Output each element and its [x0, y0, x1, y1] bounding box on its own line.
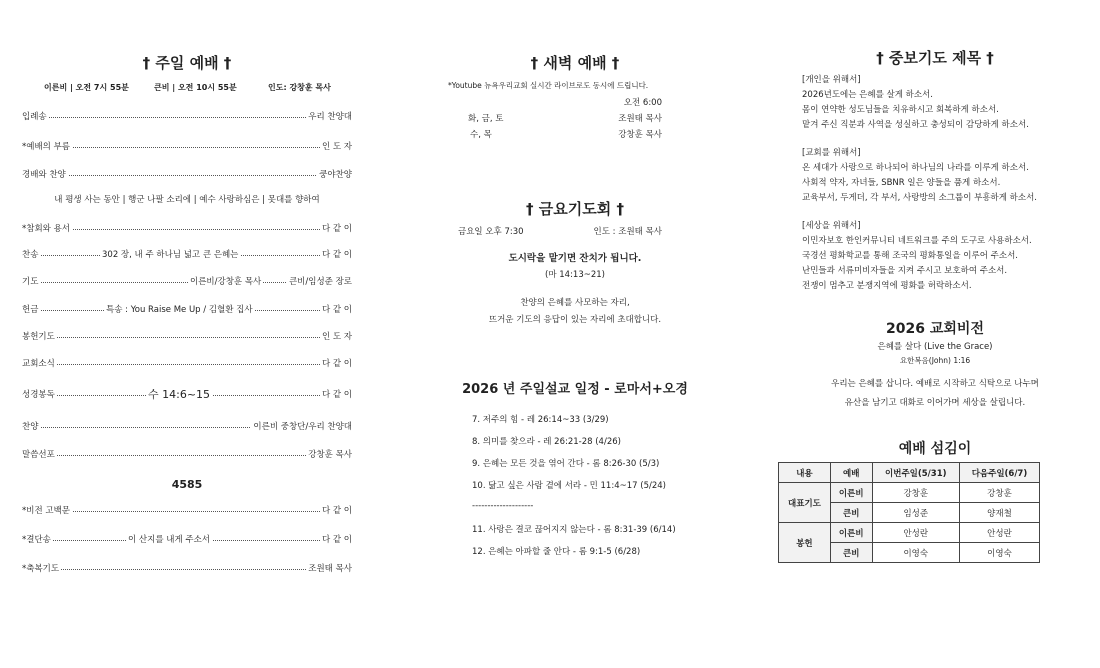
order-item — [22, 222, 352, 234]
order-item — [22, 533, 352, 545]
serve-cell: 안성란 — [872, 523, 959, 543]
leader-dots — [22, 455, 352, 456]
order-item-detail: 수 14:6~15 — [148, 388, 211, 401]
order-item — [22, 140, 352, 152]
order-item — [22, 303, 352, 315]
vision-ref: 요한복음(John) 1:16 — [899, 356, 971, 365]
prayer-group-head: [세상을 위해서] — [802, 221, 861, 231]
serve-header: 이번주일(5/31) — [872, 463, 959, 483]
prayer-line: 교육부서, 두게더, 각 부서, 사랑방의 소그룹이 부흥하게 하소서. — [802, 193, 1037, 203]
order-center-line — [22, 193, 352, 205]
serve-header: 예배 — [830, 463, 872, 483]
serve-header: 다음주일(6/7) — [959, 463, 1039, 483]
order-item — [22, 388, 352, 400]
friday-invite-1: 찬양의 은혜를 사모하는 자리, — [520, 298, 630, 308]
order-item-label: 찬송 — [22, 250, 39, 260]
prayer-line: 사회적 약자, 자녀들, SBNR 일은 양들을 품게 하소서. — [802, 178, 1001, 188]
vision-line-2: 유산을 남기고 대화로 이어가며 세상을 살립니다. — [844, 398, 1026, 408]
order-item-label: *참회와 용서 — [22, 224, 71, 234]
middle-column — [440, 0, 710, 668]
order-item-leader: 쿵야찬양 — [319, 170, 352, 180]
order-item-label: *비전 고백문 — [22, 506, 71, 516]
order-item — [22, 420, 352, 432]
sermon-title: 2026 년 주일설교 일정 - 로마서+오경 — [462, 382, 688, 397]
serve-cell: 이영숙 — [872, 543, 959, 563]
prayer-line: 온 세대가 사랑으로 하나되어 하나님의 나라를 이루게 하소서. — [802, 163, 1029, 173]
friday-title: † 금요기도회 † — [526, 200, 624, 218]
serve-cell: 양재철 — [959, 503, 1039, 523]
order-item — [22, 504, 352, 516]
friday-leader: 인도 : 조원태 목사 — [593, 227, 662, 237]
prayer-line: 전쟁이 멈추고 분쟁지역에 평화를 허락하소서. — [802, 281, 972, 291]
sunday-info-early: 이른비 | 오전 7시 55분 — [44, 83, 129, 92]
sermon-item: 9. 은혜는 모든 것을 엮어 간다 - 롬 8:26-30 (5/3) — [472, 459, 660, 469]
prayer-title: † 중보기도 제목 † — [876, 49, 994, 67]
order-item-leader: 강창훈 목사 — [308, 450, 352, 460]
order-item — [22, 168, 352, 180]
sunday-info-leader: 인도: 강창훈 목사 — [268, 83, 331, 92]
order-item-label: 봉헌기도 — [22, 332, 55, 342]
order-item-label: 교회소식 — [22, 359, 55, 369]
order-item — [22, 110, 352, 122]
order-item-leader: 우리 찬양대 — [308, 112, 352, 122]
prayer-line: 몸이 연약한 성도님들을 치유하시고 회복하게 하소서. — [802, 105, 999, 115]
order-item-label: *축복기도 — [22, 564, 60, 574]
order-item-label: 기도 — [22, 277, 39, 287]
order-item-leader: 다 같 이 — [321, 224, 352, 234]
serve-cell: 안성란 — [959, 523, 1039, 543]
serve-cell: 강창훈 — [959, 483, 1039, 503]
vision-line-1: 우리는 은혜를 삽니다. 예배로 시작하고 식탁으로 나누며 — [831, 379, 1039, 389]
order-item-leader: 다 같 이 — [321, 250, 352, 260]
serve-title: 예배 섬김이 — [898, 441, 972, 457]
serve-table — [778, 462, 1040, 563]
order-item — [22, 275, 352, 287]
order-item-leader: 다 같 이 — [321, 305, 352, 315]
dawn-leader-2: 강창훈 목사 — [618, 130, 662, 140]
dawn-title: † 새벽 예배 † — [530, 54, 620, 72]
leader-dots — [22, 117, 352, 118]
order-item-leader: 인 도 자 — [321, 332, 352, 342]
order-item-leader: 다 같 이 — [321, 506, 352, 516]
dawn-leader-1: 조원태 목사 — [618, 114, 662, 124]
prayer-line: 이민자보호 한인커뮤니티 네트워크를 주의 도구로 사용하소서. — [802, 236, 1032, 246]
right-column — [790, 0, 1080, 668]
friday-invite-2: 뜨거운 기도의 응답이 있는 자리에 초대합니다. — [488, 315, 662, 325]
serve-service: 큰비 — [830, 543, 872, 563]
order-center-text: 내 평생 사는 동안 | 행군 나팔 소리에 | 예수 사랑하심은 | 못대를 향하여 — [54, 195, 320, 205]
sermon-item: 10. 닮고 싶은 사람 곁에 서라 - 민 11:4~17 (5/24) — [472, 481, 666, 491]
prayer-line: 난민들과 서류미비자들을 지켜 주시고 보호하여 주소서. — [802, 266, 1008, 276]
sermon-item: 11. 사랑은 결코 끊어지지 않는다 - 롬 8:31-39 (6/14) — [472, 525, 676, 535]
serve-header: 내용 — [779, 463, 831, 483]
leader-dots — [22, 569, 352, 570]
dawn-note: *Youtube 뉴욕우리교회 실시간 라이브로도 동시에 드립니다. — [448, 81, 649, 90]
leader-dots — [22, 364, 352, 365]
order-item-leader: 인 도 자 — [321, 142, 352, 152]
serve-service: 이른비 — [830, 523, 872, 543]
sermon-item: 7. 저주의 힘 - 레 26:14~33 (3/29) — [472, 415, 609, 425]
vision-title: 2026 교회비전 — [886, 321, 984, 337]
order-item-label: *예배의 부름 — [22, 142, 71, 152]
dawn-day-1: 화, 금, 토 — [468, 114, 504, 124]
serve-cell: 이영숙 — [959, 543, 1039, 563]
leader-dots — [22, 175, 352, 176]
order-item — [22, 448, 352, 460]
order-item — [22, 562, 352, 574]
order-center-text: 4585 — [171, 478, 203, 491]
order-item-detail: 이 산지를 내게 주소서 — [128, 535, 211, 545]
order-item-detail: 특송 : You Raise Me Up / 김혈환 집사 — [106, 305, 253, 315]
dawn-day-2: 수, 목 — [470, 130, 492, 140]
order-item — [22, 248, 352, 260]
vision-sub: 은혜를 살다 (Live the Grace) — [877, 342, 993, 352]
prayer-line: 맡겨 주신 직분과 사역을 성실하고 충성되이 감당하게 하소서. — [802, 120, 1029, 130]
serve-cell: 강창훈 — [872, 483, 959, 503]
order-item-leader: 조원태 목사 — [308, 564, 352, 574]
sunday-info-main: 큰비 | 오전 10시 55분 — [154, 83, 237, 92]
sermon-divider: -------------------- — [472, 501, 534, 511]
dawn-time: 오전 6:00 — [623, 98, 662, 108]
friday-ref: (마 14:13~21) — [545, 270, 605, 280]
order-item-detail: 302 장, 내 주 하나님 넓고 큰 은혜는 — [102, 250, 239, 260]
prayer-group-head: [개인을 위해서] — [802, 75, 861, 85]
leader-dots — [22, 337, 352, 338]
serve-service: 이른비 — [830, 483, 872, 503]
sermon-item: 12. 은혜는 아파할 줄 안다 - 롬 9:1-5 (6/28) — [472, 547, 641, 557]
prayer-group-head: [교회를 위해서] — [802, 148, 861, 158]
friday-time: 금요일 오후 7:30 — [458, 227, 524, 237]
order-item — [22, 330, 352, 342]
serve-service: 큰비 — [830, 503, 872, 523]
order-item — [22, 357, 352, 369]
prayer-line: 2026년도에는 은혜를 살게 하소서. — [802, 90, 933, 100]
order-item-leader: 다 같 이 — [321, 535, 352, 545]
order-item-label: 성경봉독 — [22, 390, 55, 400]
serve-group: 대표기도 — [779, 483, 831, 523]
order-item-leader: 이른비 중창단/우리 찬양대 — [253, 422, 352, 432]
order-item-label: 말씀선포 — [22, 450, 55, 460]
order-item-label: 찬양 — [22, 422, 39, 432]
sermon-item: 8. 의미를 찾으라 - 레 26:21-28 (4/26) — [472, 437, 621, 447]
order-item-leader: 다 같 이 — [321, 359, 352, 369]
order-item-detail: 이른비/강창훈 목사 — [190, 277, 262, 287]
serve-cell: 임성준 — [872, 503, 959, 523]
order-center-line — [22, 478, 352, 490]
friday-verse: 도시락을 맡기면 잔치가 됩니다. — [508, 253, 642, 264]
sunday-title: † 주일 예배 † — [142, 54, 232, 72]
order-item-label: *결단송 — [22, 535, 51, 545]
order-item-label: 헌금 — [22, 305, 39, 315]
order-item-leader: 다 같 이 — [321, 390, 352, 400]
order-item-label: 경배와 찬양 — [22, 170, 66, 180]
prayer-line: 국경선 평화학교를 통해 조국의 평화통일을 이루어 주소서. — [802, 251, 1018, 261]
sunday-column — [22, 0, 352, 668]
serve-group: 봉헌 — [779, 523, 831, 563]
order-item-leader: 큰비/임성준 장로 — [288, 277, 352, 287]
order-item-label: 입례송 — [22, 112, 47, 122]
